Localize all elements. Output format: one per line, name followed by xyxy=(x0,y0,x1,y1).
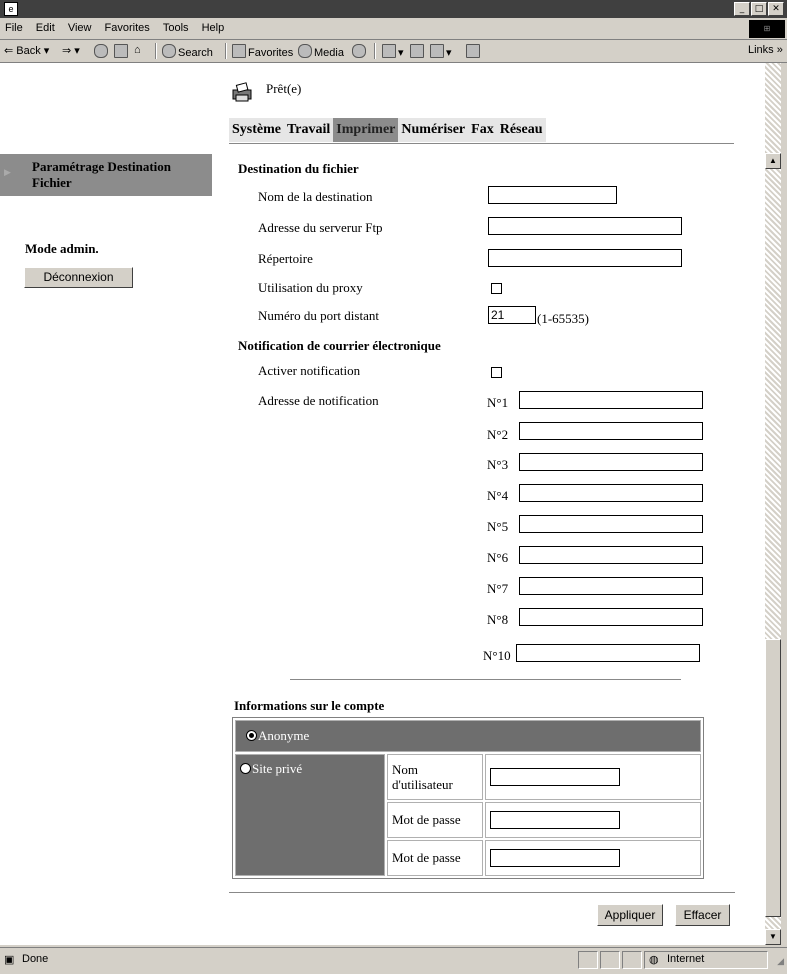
directory-label: Répertoire xyxy=(258,251,313,266)
close-button[interactable]: ✕ xyxy=(768,2,784,16)
favorites-label: Favorites xyxy=(248,47,294,59)
maximize-button[interactable]: □ xyxy=(751,2,767,16)
address-label-8: N°8 xyxy=(487,612,509,627)
password-field[interactable] xyxy=(490,811,620,829)
back-arrow-icon: ⇐ xyxy=(4,45,14,57)
menu-file[interactable]: File xyxy=(5,22,23,34)
address-field-5[interactable] xyxy=(519,515,703,533)
address-label-1: N°1 xyxy=(487,395,509,410)
menu-favorites[interactable]: Favorites xyxy=(104,22,150,34)
scroll-thumb[interactable] xyxy=(765,639,781,917)
favorites-icon xyxy=(232,44,246,58)
address-field-1[interactable] xyxy=(519,391,703,409)
address-field-6[interactable] xyxy=(519,546,703,564)
enable-notification-label: Activer notification xyxy=(258,363,361,378)
page-content xyxy=(0,63,765,945)
password-confirm-label: Mot de passe xyxy=(387,840,483,876)
admin-mode-label: Mode admin. xyxy=(25,241,99,256)
status-section-2 xyxy=(600,951,620,969)
address-field-2[interactable] xyxy=(519,422,703,440)
tab-reseau[interactable]: Réseau xyxy=(499,122,543,137)
forward-button[interactable]: ⇒ ▾ xyxy=(62,45,80,57)
ftp-address-field[interactable] xyxy=(488,217,682,235)
destination-name-field[interactable] xyxy=(488,186,617,204)
globe-icon: ◍ xyxy=(649,954,659,966)
port-field[interactable] xyxy=(488,306,536,324)
notification-address-label: Adresse de notification xyxy=(258,393,379,408)
forward-arrow-icon: ⇒ xyxy=(62,45,72,57)
apply-button[interactable]: Appliquer xyxy=(597,904,663,926)
windows-logo-icon: ⊞ xyxy=(749,20,785,38)
title-bar xyxy=(0,0,787,18)
address-label-6: N°6 xyxy=(487,550,509,565)
account-table xyxy=(232,717,704,879)
back-button[interactable]: ⇐ Back ▾ xyxy=(4,45,50,57)
username-label: Nom d'utilisateur xyxy=(387,754,483,800)
menu-view[interactable]: View xyxy=(67,22,92,34)
minimize-button[interactable]: _ xyxy=(734,2,750,16)
anonymous-label: Anonyme xyxy=(258,728,310,743)
printer-status: Prêt(e) xyxy=(266,81,302,96)
vertical-scrollbar[interactable] xyxy=(765,63,781,945)
links-button[interactable]: Links » xyxy=(748,44,783,56)
search-button[interactable] xyxy=(162,44,213,59)
account-heading: Informations sur le compte xyxy=(234,698,385,713)
address-label-3: N°3 xyxy=(487,457,509,472)
address-label-5: N°5 xyxy=(487,519,509,534)
arrow-right-icon: ▶ xyxy=(4,167,11,177)
menu-tools[interactable]: Tools xyxy=(162,22,189,34)
section-divider xyxy=(290,679,681,680)
home-icon[interactable]: ⌂ xyxy=(134,44,141,56)
status-section-3 xyxy=(622,951,642,969)
proxy-label: Utilisation du proxy xyxy=(258,280,363,295)
username-field[interactable] xyxy=(490,768,620,786)
scroll-down-arrow-icon[interactable]: ▼ xyxy=(765,929,781,945)
destination-name-label: Nom de la destination xyxy=(258,189,373,204)
status-section-1 xyxy=(578,951,598,969)
print-icon[interactable] xyxy=(410,44,426,59)
tab-bar xyxy=(229,118,546,142)
address-field-4[interactable] xyxy=(519,484,703,502)
back-label: Back xyxy=(16,45,41,57)
media-button[interactable] xyxy=(298,44,344,59)
sidebar-item-label: Paramétrage Destination Fichier xyxy=(32,159,171,190)
ftp-address-label: Adresse du serverur Ftp xyxy=(258,220,383,235)
refresh-icon[interactable] xyxy=(114,44,130,59)
proxy-checkbox[interactable] xyxy=(491,283,502,294)
address-field-3[interactable] xyxy=(519,453,703,471)
history-icon[interactable] xyxy=(352,44,368,59)
edit-word-icon[interactable]: ▾ xyxy=(430,44,452,59)
address-field-7[interactable] xyxy=(519,577,703,595)
discuss-icon[interactable] xyxy=(466,44,482,59)
page-done-icon: ▣ xyxy=(4,954,15,966)
username-cell xyxy=(485,754,701,800)
zone-text: Internet xyxy=(667,953,705,965)
notification-heading: Notification de courrier électronique xyxy=(238,338,441,353)
tab-systeme[interactable]: Système xyxy=(232,122,281,137)
mail-icon[interactable]: ▾ xyxy=(382,44,404,59)
ie-icon: e xyxy=(4,2,18,16)
menu-bar xyxy=(0,19,787,40)
scroll-up-arrow-icon[interactable]: ▲ xyxy=(765,153,781,169)
password-confirm-field[interactable] xyxy=(490,849,620,867)
bottom-divider xyxy=(229,892,735,893)
status-bar xyxy=(0,947,787,974)
tab-travail[interactable]: Travail xyxy=(287,122,331,137)
favorites-button[interactable] xyxy=(232,44,293,59)
printer-icon xyxy=(231,81,255,105)
private-site-radio[interactable] xyxy=(240,763,251,774)
tab-numeriser[interactable]: Numériser xyxy=(401,122,466,137)
anonymous-radio[interactable] xyxy=(246,730,257,741)
menu-edit[interactable]: Edit xyxy=(35,22,55,34)
logout-button[interactable]: Déconnexion xyxy=(24,267,133,288)
address-label-4: N°4 xyxy=(487,488,509,503)
media-icon xyxy=(298,44,312,58)
port-label: Numéro du port distant xyxy=(258,308,379,323)
address-label-10: N°10 xyxy=(483,648,511,663)
password-confirm-cell xyxy=(485,840,701,876)
resize-grip-icon[interactable]: ◢ xyxy=(777,956,784,966)
tab-divider xyxy=(229,143,734,144)
menu-help[interactable]: Help xyxy=(201,22,225,34)
password-cell xyxy=(485,802,701,838)
address-label-7: N°7 xyxy=(487,581,509,596)
search-icon xyxy=(162,44,176,58)
destination-heading: Destination du fichier xyxy=(238,161,359,176)
address-field-10[interactable] xyxy=(516,644,700,662)
clear-button[interactable]: Effacer xyxy=(675,904,730,926)
zone-section xyxy=(644,951,768,969)
stop-icon[interactable] xyxy=(94,44,110,59)
address-label-2: N°2 xyxy=(487,427,509,442)
search-label: Search xyxy=(178,47,213,59)
address-field-8[interactable] xyxy=(519,608,703,626)
enable-notification-checkbox[interactable] xyxy=(491,367,502,378)
anonymous-row[interactable] xyxy=(235,720,701,752)
port-range-hint: (1-65535) xyxy=(537,311,589,326)
toolbar xyxy=(0,40,787,63)
tab-imprimer[interactable]: Imprimer xyxy=(333,118,398,142)
directory-field[interactable] xyxy=(488,249,682,267)
private-site-cell[interactable] xyxy=(235,754,385,876)
password-label: Mot de passe xyxy=(387,802,483,838)
sidebar-item-file-destination[interactable] xyxy=(0,154,212,196)
media-label: Media xyxy=(314,47,344,59)
private-site-label: Site privé xyxy=(252,761,303,776)
status-text: Done xyxy=(22,953,49,965)
tab-fax[interactable]: Fax xyxy=(471,122,494,137)
